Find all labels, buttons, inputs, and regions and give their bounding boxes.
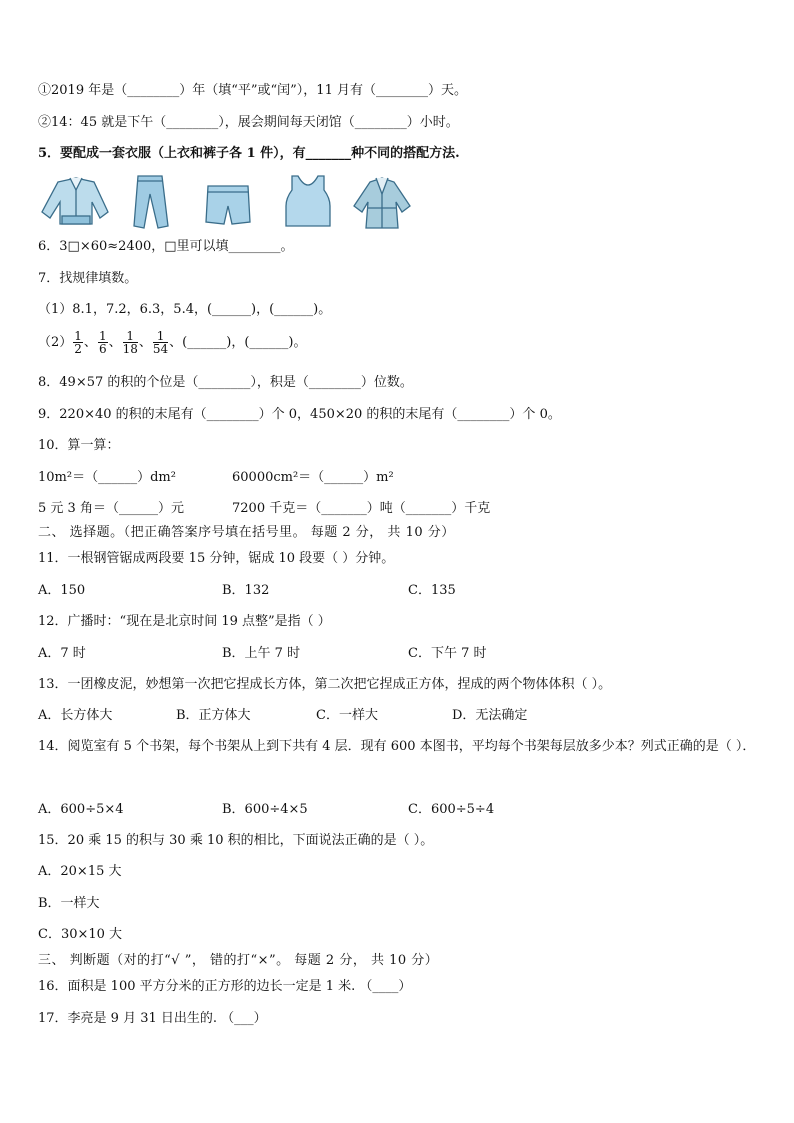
- jacket-icon: [42, 178, 108, 224]
- answer-option: A．150: [38, 583, 86, 598]
- text-line-l4: 6．3□×60≈2400，□里可以填________。: [38, 239, 294, 254]
- answer-option: C．下午 7 时: [408, 646, 487, 661]
- text-line-l12: 11．一根钢管锯成两段要 15 分钟，锯成 10 段要（ ）分钟。: [38, 551, 395, 566]
- clothing-illustrations: [36, 172, 416, 232]
- answer-option: D．无法确定: [452, 708, 528, 723]
- text-line-l14: 13．一团橡皮泥，妙想第一次把它捏成长方体，第二次把它捏成正方体，捏成的两个物体体积（ ）。: [38, 677, 612, 692]
- answer-option: C．135: [408, 583, 456, 598]
- answer-option: A．7 时: [38, 646, 86, 661]
- text-line-l1: ①2019 年是（________）年（填“平”或“闰”），11 月有（________）天。: [38, 83, 467, 98]
- fraction-3: [123, 330, 138, 355]
- answer-option: B．上午 7 时: [222, 646, 301, 661]
- answer-option: A．长方体大: [38, 708, 113, 723]
- question-14: 14．阅览室有 5 个书架，每个书架从上到下共有 4 层．现有 600 本图书，平均每个书架每层放多少本？列式正确的是（ ）．: [38, 739, 756, 754]
- fraction-1-numerator: 1: [74, 329, 82, 343]
- trousers-icon: [134, 176, 168, 228]
- answer-option: B．132: [222, 583, 270, 598]
- answer-option: C．600÷5÷4: [408, 802, 495, 817]
- text-line-l21: 16．面积是 100 平方分米的正方形的边长一定是 1 米. （____）: [38, 979, 412, 994]
- text-line-l19: C．30×10 大: [38, 927, 123, 942]
- answer-option: B．600÷4×5: [222, 802, 308, 817]
- answer-option: C．一样大: [316, 708, 378, 723]
- text-line-l18: B．一样大: [38, 896, 100, 911]
- text-line-l16: 15．20 乘 15 的积与 30 乘 10 积的相比，下面说法正确的是（ ）。: [38, 833, 434, 848]
- text-line-l8: 8．49×57 的积的个位是（________），积是（________）位数。: [38, 375, 413, 390]
- separator: 、: [108, 335, 122, 350]
- text-line-l20: 三、 判断题（对的打“√ ”， 错的打“×”。 每题 2 分， 共 10 分）: [38, 953, 439, 968]
- fraction-3-denominator: 18: [122, 342, 138, 356]
- separator: 、: [138, 335, 152, 350]
- fraction-3-numerator: 1: [123, 330, 138, 343]
- fraction-2: [98, 330, 108, 355]
- unit-conversion-3: 5 元 3 角＝（______）元: [38, 501, 184, 516]
- coat-icon: [354, 178, 410, 228]
- answer-option: A．600÷5×4: [38, 802, 124, 817]
- text-line-l6: （1）8.1，7.2，6.3，5.4，(______)，(______)。: [38, 302, 332, 317]
- fraction-2-denominator: 6: [98, 342, 107, 356]
- text-line-l22: 17．李亮是 9 月 31 日出生的. （___）: [38, 1011, 267, 1026]
- shorts-icon: [206, 186, 250, 224]
- tank-top-icon: [286, 176, 330, 226]
- separator: 、: [83, 335, 97, 350]
- fraction-1: [73, 330, 83, 355]
- unit-conversion-1: 10m²＝（______）dm²: [38, 470, 176, 485]
- fraction-4-denominator: 54: [152, 342, 169, 356]
- q7-2-prefix: （2）: [38, 335, 73, 350]
- fraction-4: [153, 330, 168, 355]
- text-line-l9: 9．220×40 的积的末尾有（________）个 0，450×20 的积的末尾有（________）个 0。: [38, 407, 561, 422]
- q7-2-suffix: 、(______)，(______)。: [169, 335, 307, 350]
- fraction-4-numerator: 1: [153, 330, 168, 343]
- text-line-l10: 10．算一算：: [38, 438, 120, 453]
- fraction-2-numerator: 1: [98, 329, 107, 343]
- unit-conversion-2: 60000cm²＝（______）m²: [232, 470, 394, 485]
- text-line-l5: 7．找规律填数。: [38, 271, 138, 286]
- answer-option: B．正方体大: [176, 708, 251, 723]
- unit-conversion-4: 7200 千克＝（_______）吨（_______）千克: [232, 501, 491, 516]
- text-line-l2: ②14：45 就是下午（________），展会期间每天闭馆（________）小时。: [38, 115, 459, 130]
- question-7-part-2: [38, 330, 306, 355]
- fraction-1-denominator: 2: [74, 342, 82, 356]
- text-line-l11: 二、 选择题。（把正确答案序号填在括号里。 每题 2 分， 共 10 分）: [38, 525, 455, 540]
- text-line-l3: 5．要配成一套衣服（上衣和裤子各 1 件），有_______种不同的搭配方法.: [38, 146, 460, 161]
- text-line-l17: A．20×15 大: [38, 864, 122, 879]
- text-line-l13: 12．广播时：“现在是北京时间 19 点整”是指（ ）: [38, 614, 331, 629]
